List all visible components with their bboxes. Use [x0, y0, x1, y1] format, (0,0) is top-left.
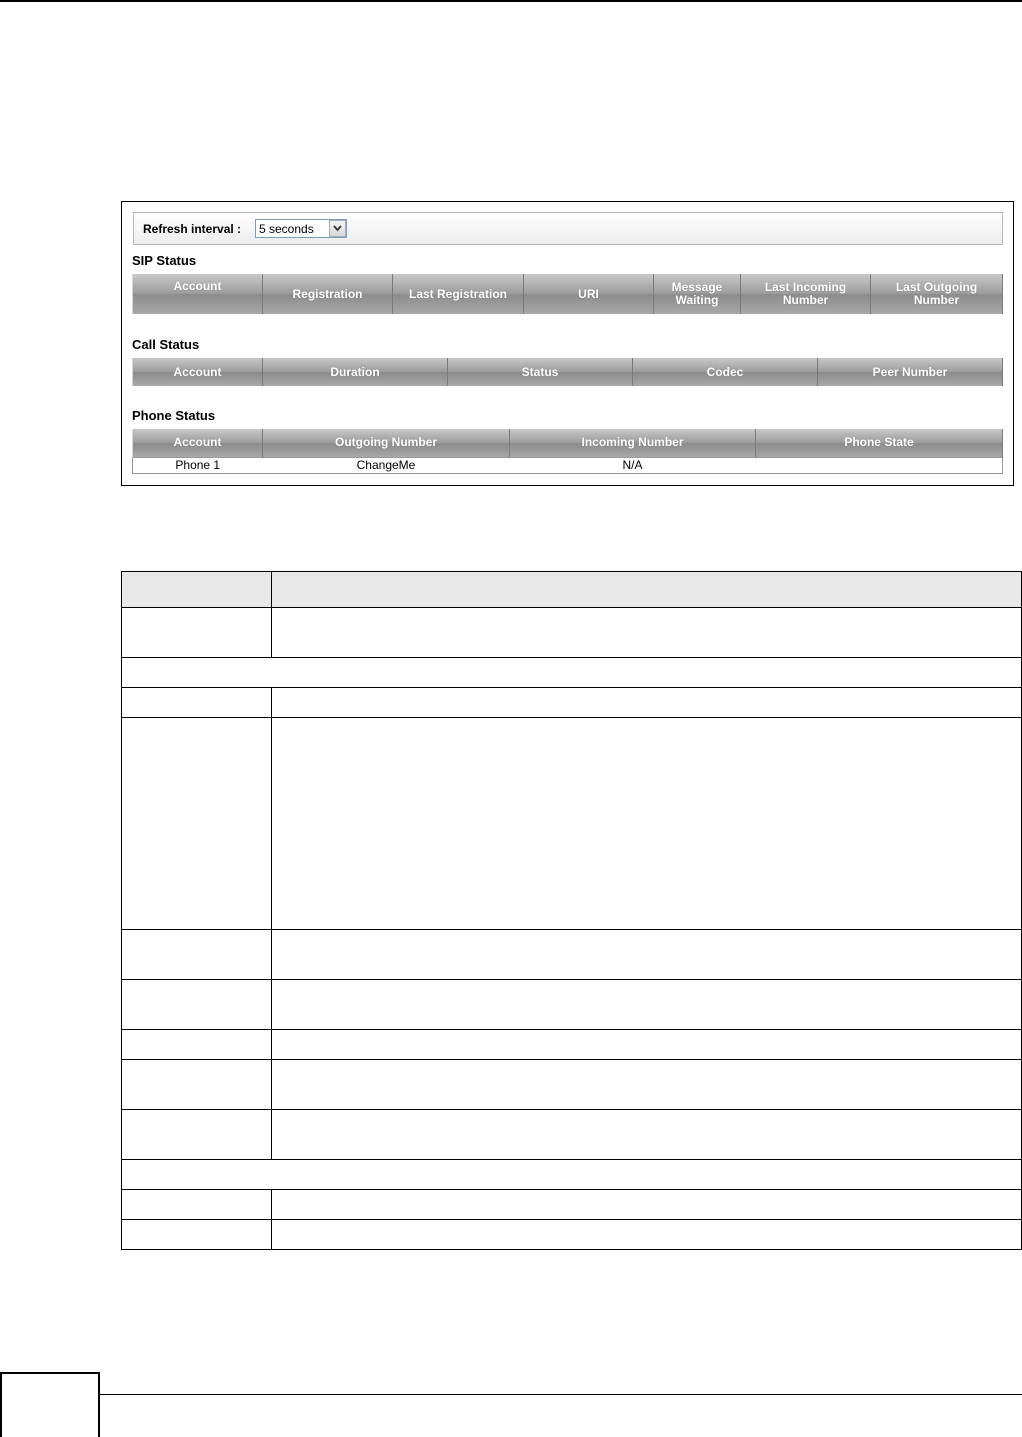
- refresh-interval-value: 5 seconds: [259, 222, 314, 236]
- call-header-account: Account: [133, 358, 263, 386]
- sip-status-table: [132, 274, 1003, 314]
- doc-cell: [122, 1110, 272, 1160]
- doc-cell: [122, 1060, 272, 1110]
- phone-header-phone-state: Phone State: [756, 429, 1003, 457]
- call-header-duration: Duration: [263, 358, 448, 386]
- doc-cell: [272, 980, 1022, 1030]
- phone-header-incoming-number: Incoming Number: [510, 429, 756, 457]
- doc-cell: [122, 980, 272, 1030]
- footer-rule: [100, 1394, 1022, 1395]
- doc-cell: [122, 608, 272, 658]
- doc-cell: [272, 1190, 1022, 1220]
- phone-row-incoming: N/A: [510, 457, 756, 473]
- page-top-rule: [0, 0, 1022, 2]
- doc-cell: [272, 1030, 1022, 1060]
- doc-cell: [122, 688, 272, 718]
- doc-cell: [122, 930, 272, 980]
- sip-status-title: SIP Status: [132, 253, 197, 268]
- phone-header-account: Account: [133, 429, 263, 457]
- refresh-bar: [133, 212, 1003, 245]
- sip-header-last-registration: Last Registration: [393, 274, 524, 314]
- call-header-status: Status: [448, 358, 633, 386]
- doc-cell: [122, 1220, 272, 1250]
- status-screenshot-panel: [121, 201, 1014, 486]
- refresh-interval-label: Refresh interval :: [143, 222, 242, 236]
- phone-status-title: Phone Status: [132, 408, 216, 423]
- doc-header-description: [272, 572, 1022, 608]
- phone-header-outgoing-number: Outgoing Number: [263, 429, 510, 457]
- call-status-title: Call Status: [132, 337, 200, 352]
- field-description-table: [121, 571, 1022, 1250]
- doc-cell: [272, 1060, 1022, 1110]
- sip-header-message-waiting: Message Waiting: [654, 274, 741, 314]
- sip-header-account: Account: [133, 274, 263, 314]
- chevron-down-icon[interactable]: [329, 220, 346, 237]
- refresh-interval-select[interactable]: [255, 219, 347, 238]
- doc-section-row: [122, 1160, 1022, 1190]
- doc-cell: [272, 688, 1022, 718]
- doc-cell: [272, 1220, 1022, 1250]
- doc-cell: [122, 718, 272, 930]
- call-header-codec: Codec: [633, 358, 818, 386]
- page-number-box: [0, 1372, 100, 1437]
- call-status-table: [132, 358, 1003, 386]
- phone-status-table: [132, 429, 1003, 474]
- doc-cell: [272, 608, 1022, 658]
- sip-header-last-outgoing-number: Last Outgoing Number: [871, 274, 1003, 314]
- phone-row-state: [756, 457, 1003, 473]
- doc-section-row: [122, 658, 1022, 688]
- doc-cell: [122, 1190, 272, 1220]
- sip-header-last-incoming-number: Last Incoming Number: [741, 274, 871, 314]
- sip-header-registration: Registration: [263, 274, 393, 314]
- table-row: [133, 457, 1003, 473]
- doc-cell: [272, 930, 1022, 980]
- doc-cell: [272, 718, 1022, 930]
- doc-header-label: [122, 572, 272, 608]
- phone-row-outgoing: ChangeMe: [263, 457, 510, 473]
- doc-cell: [122, 1030, 272, 1060]
- phone-row-account: Phone 1: [133, 457, 263, 473]
- doc-cell: [272, 1110, 1022, 1160]
- sip-header-uri: URI: [524, 274, 654, 314]
- call-header-peer-number: Peer Number: [818, 358, 1003, 386]
